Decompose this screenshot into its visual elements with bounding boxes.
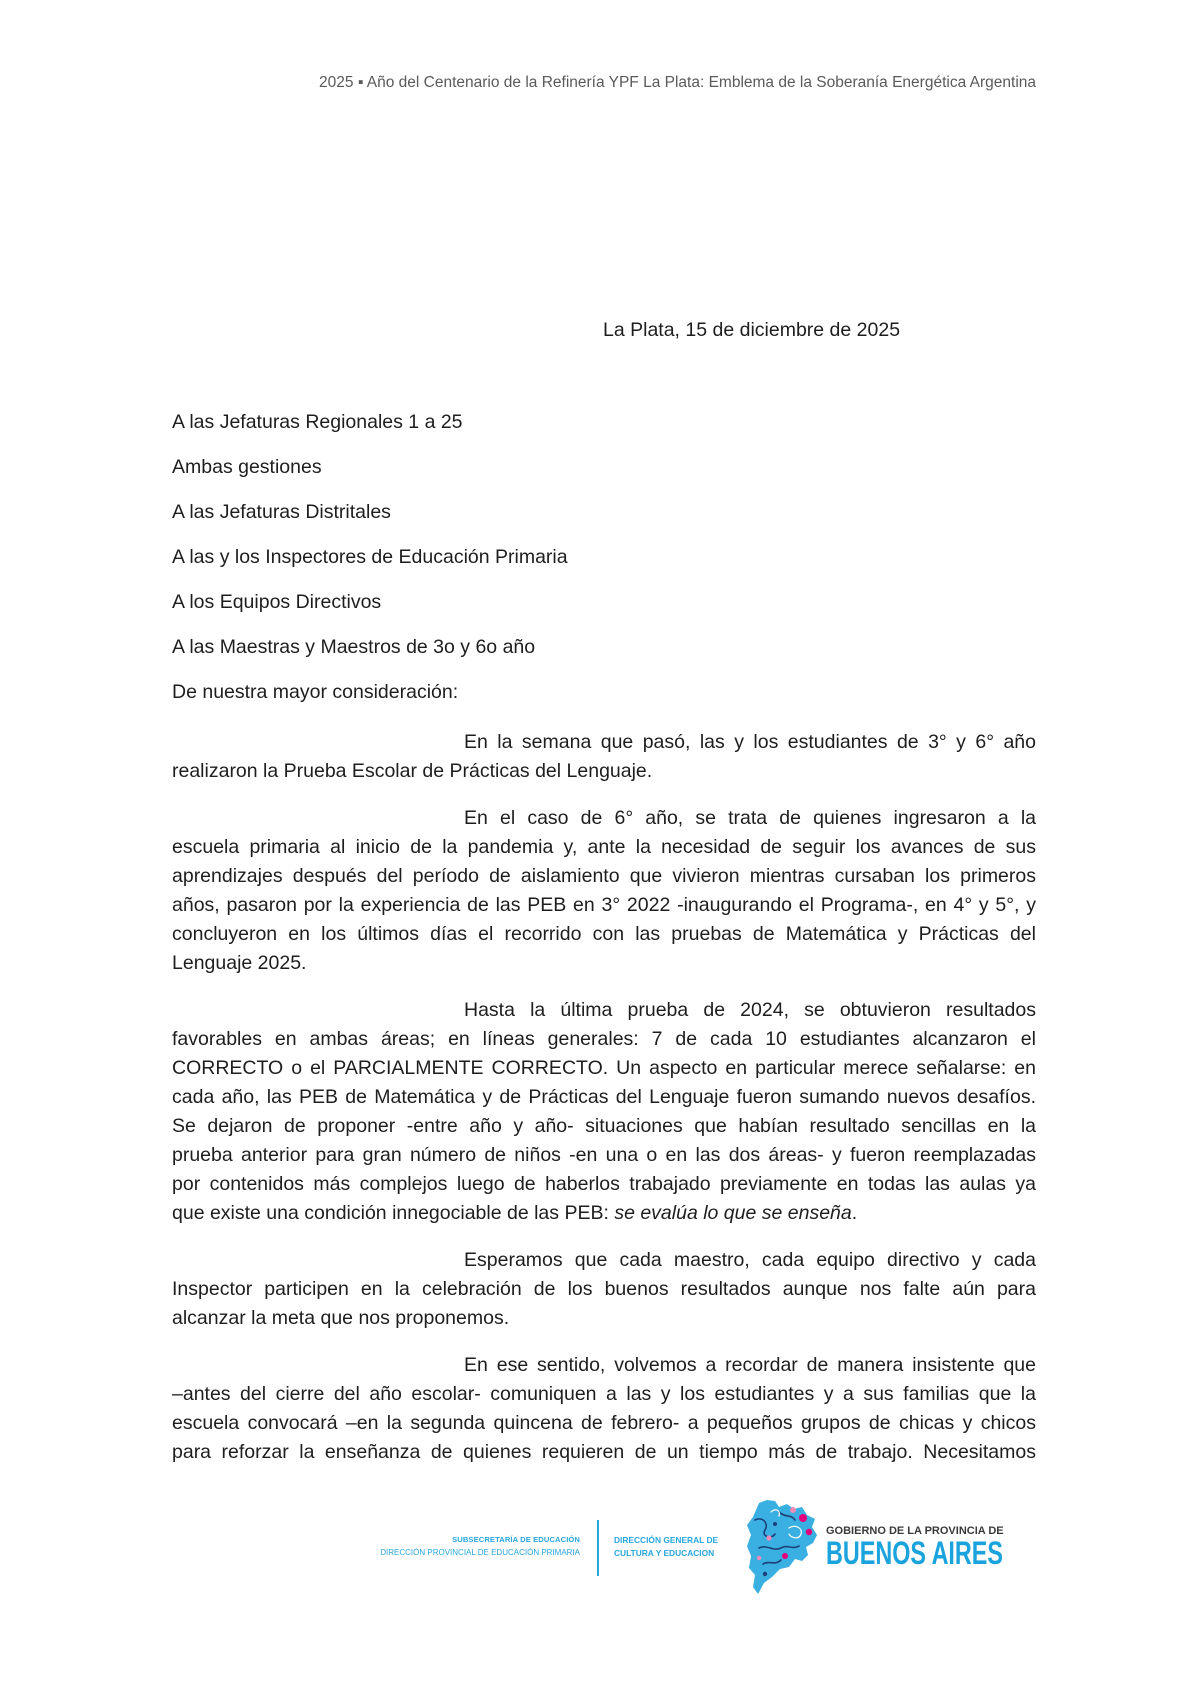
- paragraph-1: [172, 728, 1036, 786]
- paragraph-line: para reforzar la enseñanza de quienes requieren de un tiempo más de trabajo. Necesitamos: [172, 1441, 1036, 1463]
- footer-buenos-aires: BUENOS AIRES: [826, 1535, 1003, 1571]
- paragraph-line: concluyeron en los últimos días el recorrido con las pruebas de Matemática y Prácticas del: [172, 923, 1036, 945]
- recipients-block: [172, 400, 1036, 715]
- recipient-line: A las Jefaturas Distritales: [172, 501, 391, 523]
- paragraph-line: realizaron la Prueba Escolar de Prácticas del Lenguaje.: [172, 760, 653, 782]
- paragraph-line: favorables en ambas áreas; en líneas generales: 7 de cada 10 estudiantes alcanzaron el: [172, 1028, 1036, 1050]
- footer-direccion-general-line2: CULTURA Y EDUCACION: [614, 1548, 715, 1558]
- closing-line-tail: .: [851, 1202, 858, 1224]
- paragraph-line: Esperamos que cada maestro, cada equipo directivo y cada: [464, 1249, 1036, 1271]
- letter-date: La Plata, 15 de diciembre de 2025: [603, 319, 901, 341]
- footer-subsecretaria: SUBSECRETARÍA DE EDUCACIÓN: [452, 1535, 580, 1544]
- paragraph-2: [172, 804, 1036, 978]
- closing-line-text: que existe una condición innegociable de las PEB:: [172, 1202, 615, 1224]
- paragraph-line: Se dejaron de proponer -entre año y año- situaciones que habían resultado sencillas en la: [172, 1115, 1036, 1137]
- paragraph-line: Inspector participen en la celebración de los buenos resultados aunque nos falte aún para: [172, 1278, 1036, 1300]
- salutation: De nuestra mayor consideración:: [172, 681, 459, 703]
- recipient-line: A los Equipos Directivos: [172, 591, 382, 613]
- recipient-line: A las Maestras y Maestros de 3o y 6o año: [172, 636, 536, 658]
- paragraph-line: –antes del cierre del año escolar- comuniquen a las y los estudiantes y a sus familias que la: [172, 1383, 1036, 1405]
- paragraph-line: En la semana que pasó, las y los estudiantes de 3° y 6° año: [464, 731, 1036, 753]
- emphasis-text: se evalúa lo que se enseña: [614, 1202, 852, 1224]
- letter-body: [172, 728, 1036, 1485]
- paragraph-line: escuela convocará –en la segunda quincena de febrero- a pequeños grupos de chicas y chicos: [172, 1412, 1036, 1434]
- province-map-icon: [745, 1498, 819, 1596]
- footer-gobierno: GOBIERNO DE LA PROVINCIA DE: [826, 1525, 1004, 1537]
- paragraph-line: aprendizajes después del período de aislamiento que vivieron mientras cursaban los primeros: [172, 865, 1036, 887]
- recipient-line: Ambas gestiones: [172, 456, 322, 478]
- paragraph-line: CORRECTO o el PARCIALMENTE CORRECTO. Un aspecto en particular merece señalarse: en: [172, 1057, 1036, 1079]
- footer-direccion-general-line1: DIRECCIÓN GENERAL DE: [614, 1535, 719, 1545]
- paragraph-line: por contenidos más complejos luego de haberlos trabajado previamente en todas las aulas ya: [172, 1173, 1036, 1195]
- paragraph-3: [172, 996, 1036, 1228]
- paragraph-line: En ese sentido, volvemos a recordar de manera insistente que: [464, 1354, 1036, 1376]
- paragraph-line: Hasta la última prueba de 2024, se obtuvieron resultados: [464, 999, 1036, 1021]
- paragraph-line: escuela primaria al inicio de la pandemia y, ante la necesidad de seguir los avances de sus: [172, 836, 1036, 858]
- recipient-line: A las y los Inspectores de Educación Primaria: [172, 546, 568, 568]
- paragraph-line: años, pasaron por la experiencia de las PEB en 3° 2022 -inaugurando el Programa-, en 4° y 5°, y: [172, 894, 1036, 916]
- paragraph-line: cada año, las PEB de Matemática y de Prácticas del Lenguaje fueron sumando nuevos desafíos.: [172, 1086, 1036, 1108]
- footer-direccion-provincial: DIRECCIÓN PROVINCIAL DE EDUCACIÓN PRIMARIA: [380, 1548, 580, 1557]
- footer-divider: [597, 1520, 599, 1576]
- paragraph-line: alcanzar la meta que nos proponemos.: [172, 1307, 510, 1329]
- recipient-line: A las Jefaturas Regionales 1 a 25: [172, 411, 463, 433]
- paragraph-line: Lenguaje 2025.: [172, 952, 307, 974]
- paragraph-line: prueba anterior para gran número de niños -en una o en las dos áreas- y fueron reemplazadas: [172, 1144, 1036, 1166]
- paragraph-4: [172, 1246, 1036, 1333]
- header-motto: 2025 ▪ Año del Centenario de la Refinería YPF La Plata: Emblema de la Soberanía Energética Argentina: [319, 74, 1036, 91]
- paragraph-line: En el caso de 6° año, se trata de quienes ingresaron a la: [464, 807, 1036, 829]
- paragraph-closing-line: [172, 1199, 1036, 1228]
- paragraph-5: [172, 1351, 1036, 1467]
